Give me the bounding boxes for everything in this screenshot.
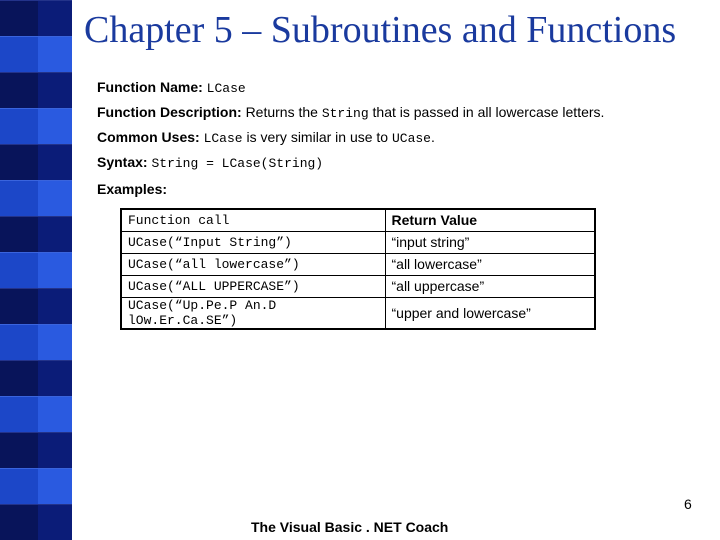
return-value-cell: “all lowercase” xyxy=(385,253,595,275)
table-row xyxy=(121,275,595,297)
table-row xyxy=(121,297,595,329)
page-number: 6 xyxy=(684,496,692,512)
syntax-label: Syntax: xyxy=(97,154,148,170)
common-uses-text: is very similar in use to xyxy=(246,129,389,145)
decorative-sidebar xyxy=(0,0,72,540)
common-uses-label: Common Uses: xyxy=(97,129,200,145)
function-description-label: Function Description: xyxy=(97,104,242,120)
return-value-cell: “input string” xyxy=(385,231,595,253)
sidebar-tile xyxy=(0,432,72,468)
sidebar-tile xyxy=(0,36,72,72)
header-function-call: Function call xyxy=(121,209,385,231)
table-row xyxy=(121,253,595,275)
function-call-cell: UCase(“Up.Pe.P An.D lOw.Er.Ca.SE”) xyxy=(121,297,385,329)
sidebar-tile xyxy=(0,252,72,288)
common-uses-period: . xyxy=(430,129,435,145)
table-header-row xyxy=(121,209,595,231)
return-value-cell: “all uppercase” xyxy=(385,275,595,297)
sidebar-tile xyxy=(0,468,72,504)
sidebar-tile xyxy=(0,0,72,36)
sidebar-tile xyxy=(0,216,72,252)
slide-title: Chapter 5 – Subroutines and Functions xyxy=(84,9,677,51)
sidebar-tile xyxy=(0,72,72,108)
common-uses-code-lcase: LCase xyxy=(203,131,243,146)
sidebar-tile xyxy=(0,396,72,432)
function-name-label: Function Name: xyxy=(97,79,203,95)
table-row xyxy=(121,231,595,253)
function-description-text-end: that is passed in all lowercase letters. xyxy=(372,104,605,120)
function-name-line xyxy=(97,79,246,96)
function-name-value: LCase xyxy=(206,81,246,96)
sidebar-tile xyxy=(0,288,72,324)
sidebar-tile xyxy=(0,180,72,216)
function-call-cell: UCase(“all lowercase”) xyxy=(121,253,385,275)
header-return-value: Return Value xyxy=(385,209,595,231)
function-call-cell: UCase(“Input String”) xyxy=(121,231,385,253)
function-call-cell: UCase(“ALL UPPERCASE”) xyxy=(121,275,385,297)
syntax-line xyxy=(97,154,323,171)
function-description-text: Returns the xyxy=(245,104,318,120)
sidebar-tile xyxy=(0,108,72,144)
sidebar-tile xyxy=(0,360,72,396)
function-description-code: String xyxy=(321,106,369,121)
examples-table xyxy=(120,208,596,330)
return-value-cell: “upper and lowercase” xyxy=(385,297,595,329)
footer-text: The Visual Basic . NET Coach xyxy=(251,519,449,535)
syntax-code: String = LCase(String) xyxy=(151,156,324,171)
sidebar-tile xyxy=(0,324,72,360)
examples-label: Examples: xyxy=(97,181,168,197)
function-description-line xyxy=(97,104,604,121)
common-uses-line xyxy=(97,129,435,146)
common-uses-code-ucase: UCase xyxy=(391,131,431,146)
sidebar-tile xyxy=(0,504,72,540)
sidebar-tile xyxy=(0,144,72,180)
